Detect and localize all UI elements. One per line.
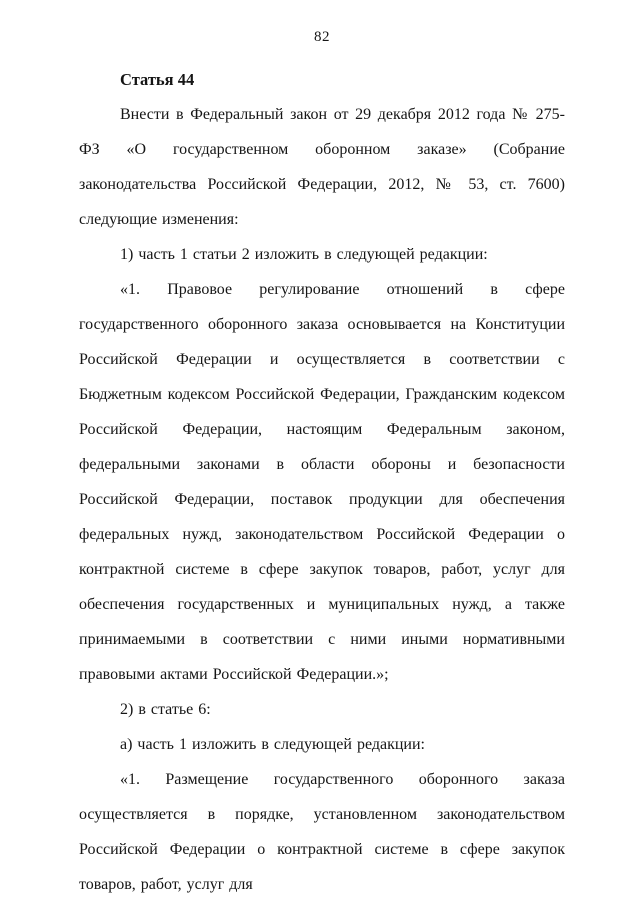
paragraph-clause-1-text: «1. Правовое регулирование отношений в сфере государственного оборонного заказа основывается на Конституции Российской Федерации и осуществляется в соответствии с Бюджетным кодексом Российской Федерации, Гражданским кодексом Российской Федерации, настоящим Федеральным законом, федеральными законами в области обороны и безопасности Российской Федерации, поставок продукции для обеспечения федеральных нужд, законодательством Российской Федерации о контрактной системе в сфере закупок товаров, работ, услуг для обеспечения государственных и муниципальных нужд, а также принимаемыми в соответствии с ними иными нормативными правовыми актами Российской Федерации.»; [79, 281, 565, 683]
paragraph-clause-2: 2) в статье 6: [120, 701, 211, 718]
paragraph-clause-2a-text: «1. Размещение государственного оборонного заказа осуществляется в порядке, установленном законодательством Российской Федерации о контрактной системе в сфере закупок товаров, работ, услуг для [79, 771, 565, 893]
paragraph-amendment-intro: Внести в Федеральный закон от 29 декабря 2012 года № 275-ФЗ «О государственном оборонном заказе» (Собрание законодательства Российской Федерации, 2012, № 53, ст. 7600) следующие изменения: [79, 106, 565, 228]
paragraph-clause-2a: а) часть 1 изложить в следующей редакции: [120, 736, 425, 753]
article-heading: Статья 44 [120, 70, 195, 89]
page-number: 82 [314, 29, 330, 45]
paragraph-clause-1: 1) часть 1 статьи 2 изложить в следующей редакции: [120, 246, 488, 263]
